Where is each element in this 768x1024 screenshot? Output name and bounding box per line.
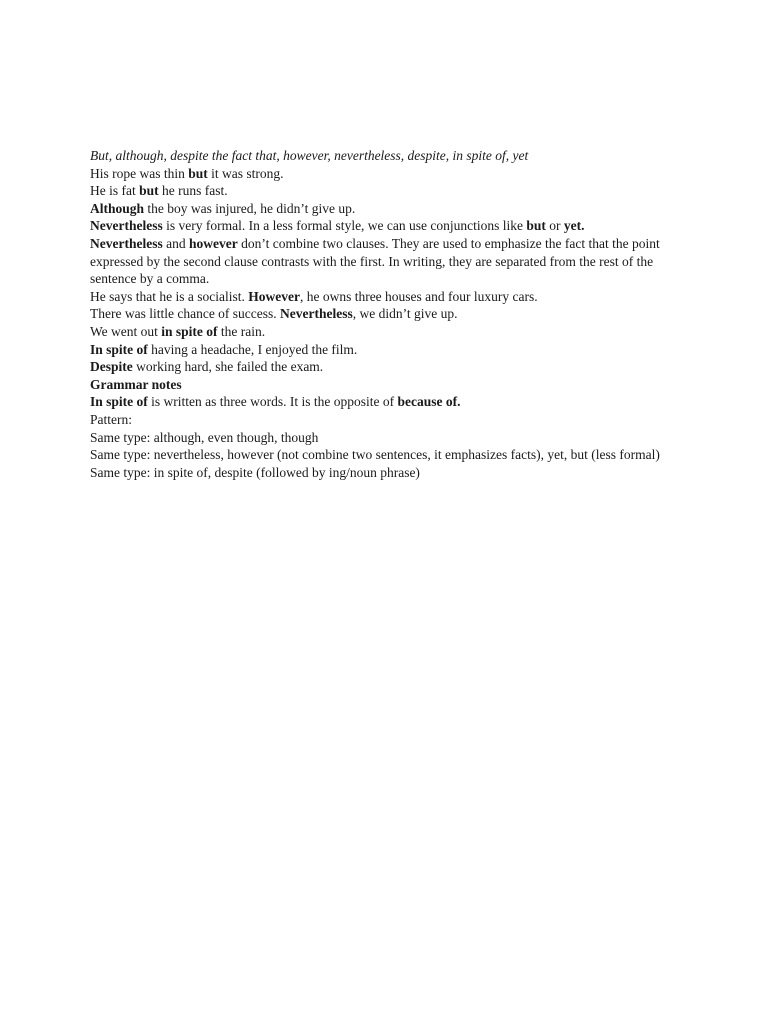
document-heading: But, although, despite the fact that, however, nevertheless, despite, in spite of, yet — [90, 148, 529, 163]
text-run: Same type: although, even though, though — [90, 429, 319, 445]
document-line — [90, 182, 680, 200]
document-line — [90, 358, 680, 376]
bold-text: but — [139, 183, 159, 199]
bold-text: Nevertheless — [280, 306, 353, 322]
bold-text: Despite — [90, 359, 133, 375]
bold-text: Grammar notes — [90, 376, 182, 392]
document-line — [90, 165, 680, 183]
document-line — [90, 288, 680, 306]
text-run: the boy was injured, he didn’t give up. — [144, 200, 356, 216]
bold-text: however — [188, 235, 238, 251]
bold-text: Nevertheless — [90, 218, 163, 234]
text-run: There was little chance of success. — [90, 306, 281, 322]
bold-text: Although — [90, 200, 145, 216]
text-run: We went out — [90, 323, 162, 339]
document-line — [90, 393, 680, 411]
text-run: or — [545, 218, 564, 234]
text-run: he runs fast. — [158, 183, 228, 199]
text-run: the rain. — [217, 323, 266, 339]
document-line — [90, 376, 680, 394]
text-run: having a headache, I enjoyed the film. — [147, 341, 358, 357]
bold-text: but — [188, 165, 208, 181]
bold-text: In spite of — [90, 394, 148, 410]
document-line — [90, 446, 680, 464]
bold-text: because of. — [397, 394, 461, 410]
text-run: don’t combine two clauses. They are used to emphasize the fact that the point expressed by the second clause contrasts with the first. In writing, they are separated from the rest of the sentence by a comma. — [90, 235, 660, 287]
text-run: He says that he is a socialist. — [90, 288, 249, 304]
document-line — [90, 429, 680, 447]
text-run: is written as three words. It is the opposite of — [147, 394, 398, 410]
bold-text: Nevertheless — [90, 235, 163, 251]
text-run: Same type: in spite of, despite (followed by ing/noun phrase) — [90, 464, 420, 480]
bold-text: but — [526, 218, 546, 234]
bold-text: yet. — [563, 218, 585, 234]
text-run: working hard, she failed the exam. — [132, 359, 324, 375]
text-run: , we didn’t give up. — [352, 306, 458, 322]
text-run: it was strong. — [207, 165, 284, 181]
document-line — [90, 323, 680, 341]
document-line — [90, 217, 680, 235]
document-line — [90, 341, 680, 359]
document-line — [90, 200, 680, 218]
document-line — [90, 305, 680, 323]
bold-text: In spite of — [90, 341, 148, 357]
bold-text: However — [248, 288, 300, 304]
text-run: , he owns three houses and four luxury cars. — [299, 288, 538, 304]
text-run: and — [162, 235, 189, 251]
document-body — [90, 147, 680, 481]
document-line — [90, 464, 680, 482]
text-run: He is fat — [90, 183, 140, 199]
document-line — [90, 411, 680, 429]
text-run: is very formal. In a less formal style, we can use conjunctions like — [162, 218, 527, 234]
document-line — [90, 235, 680, 288]
text-run: His rope was thin — [90, 165, 189, 181]
bold-text: in spite of — [161, 323, 218, 339]
text-run: Pattern: — [90, 411, 132, 427]
text-run: Same type: nevertheless, however (not combine two sentences, it emphasizes facts), yet, but (less formal) — [90, 447, 660, 463]
document-lines — [90, 165, 680, 482]
